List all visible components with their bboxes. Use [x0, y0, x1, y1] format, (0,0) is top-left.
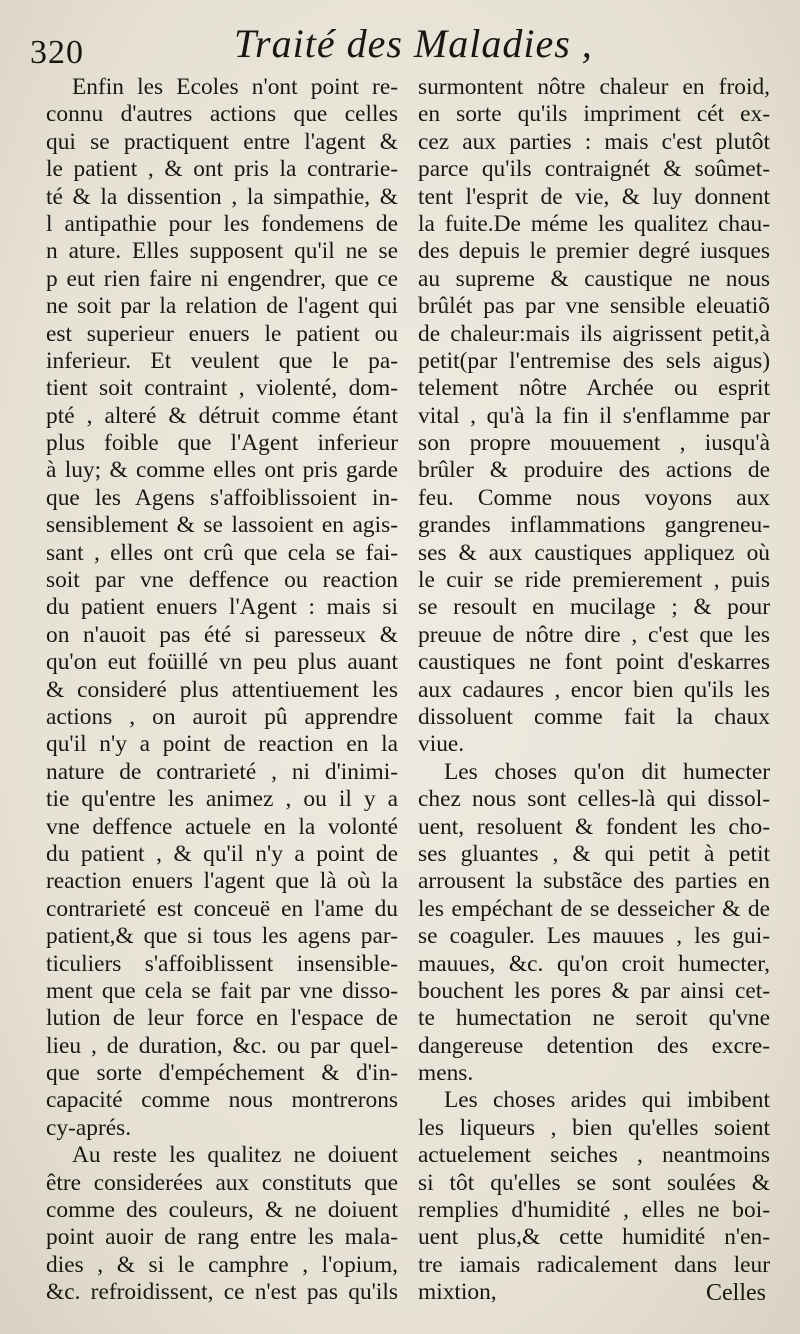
- text-line: mens.: [418, 1060, 474, 1087]
- text-line: actions , on auroit pû apprendre: [46, 703, 398, 730]
- text-line: qu'on eut foüillé vn peu plus auant: [46, 649, 398, 676]
- text-line: cez aux parties : mais c'est plutôt: [418, 128, 770, 155]
- text-line: dissoluent comme fait la chaux: [418, 703, 770, 730]
- text-line: vne deffence actuele en la volonté: [46, 813, 398, 840]
- text-line: Les choses qu'on dit humecter: [444, 758, 770, 785]
- text-line: tient soit contraint , violenté, dom-: [46, 375, 398, 402]
- text-line: caustiques ne font point d'eskarres: [418, 649, 770, 676]
- catchword: Celles: [706, 1280, 766, 1306]
- text-line: lution de leur force en l'espace de: [46, 1005, 398, 1032]
- text-line: preuue de nôtre dire , c'est que les: [418, 621, 770, 648]
- text-line: de chaleur:mais ils aigrissent petit,à: [418, 320, 770, 347]
- running-title: Traité des Maladies ,: [234, 21, 593, 66]
- text-line: Au reste les qualitez ne doiuent: [72, 1142, 398, 1169]
- text-line: comme des couleurs, & ne doiuent: [46, 1197, 398, 1224]
- text-line: brûler & produire des actions de: [418, 457, 770, 484]
- text-line: sensiblement & se lassoient en agis-: [46, 512, 398, 539]
- text-line: bouchent les pores & par ainsi cet-: [418, 977, 770, 1004]
- text-line: plus foible que l'Agent inferieur: [46, 430, 398, 457]
- text-line: tie qu'entre les animez , ou il y a: [46, 786, 398, 813]
- text-line: du patient enuers l'Agent : mais si: [46, 594, 398, 621]
- text-line: Les choses arides qui imbibent: [444, 1087, 770, 1114]
- text-line: te humectation ne seroit qu'vne: [418, 1005, 770, 1032]
- text-line: & consideré plus attentiuement les: [46, 676, 398, 703]
- text-line: ses & aux caustiques appliquez où: [418, 539, 770, 566]
- text-line: ment que cela se fait par vne disso-: [46, 977, 398, 1004]
- page-header: [24, 18, 776, 78]
- text-line: vital , qu'à la fin il s'enflamme par: [418, 402, 770, 429]
- text-line: au supreme & caustique ne nous: [418, 265, 770, 292]
- text-line: que sorte d'empéchement & d'in-: [46, 1060, 398, 1087]
- text-line: actuelement seiches , neantmoins: [418, 1142, 770, 1169]
- text-line: en sorte qu'ils impriment cét ex-: [418, 101, 770, 128]
- text-line: son propre mouuement , iusqu'à: [418, 430, 770, 457]
- text-line: point auoir de rang entre les mala-: [46, 1224, 398, 1251]
- text-line: ne soit par la relation de l'agent qui: [46, 293, 398, 320]
- text-line: du patient , & qu'il n'y a point de: [46, 840, 398, 867]
- text-line: les liqueurs , bien qu'elles soient: [418, 1114, 770, 1141]
- text-line: mixtion,: [418, 1279, 497, 1306]
- text-line: patient,& que si tous les agens par-: [46, 923, 398, 950]
- text-line: le cuir se ride premierement , puis: [418, 567, 770, 594]
- text-line: qu'il n'y a point de reaction en la: [46, 731, 398, 758]
- text-line: qui se practiquent entre l'agent &: [46, 128, 398, 155]
- text-line: petit(par l'entremise des sels aigus): [418, 347, 770, 374]
- text-line: té & la dissention , la simpathie, &: [46, 183, 398, 210]
- text-line: aux cadaures , encor bien qu'ils les: [418, 676, 770, 703]
- text-line: pté , alteré & détruit comme étant: [46, 402, 398, 429]
- left-text-column: [46, 74, 398, 1307]
- text-line: uent plus,& cette humidité n'en-: [418, 1224, 770, 1251]
- text-line: mauues, &c. qu'on croit humecter,: [418, 950, 770, 977]
- text-line: se coaguler. Les mauues , les gui-: [418, 923, 770, 950]
- text-line: dies , & si le camphre , l'opium,: [46, 1251, 398, 1278]
- text-line: capacité comme nous montrerons: [46, 1087, 398, 1114]
- text-line: inferieur. Et veulent que le pa-: [46, 347, 398, 374]
- text-line: arrousent la substãce des parties en: [418, 868, 770, 895]
- text-line: tre iamais radicalement dans leur: [418, 1251, 770, 1278]
- text-line: on n'auoit pas été si paresseux &: [46, 621, 398, 648]
- text-line: parce qu'ils contraignét & soûmet-: [418, 156, 770, 183]
- text-line: soit par vne deffence ou reaction: [46, 567, 398, 594]
- text-line: ses gluantes , & qui petit à petit: [418, 840, 770, 867]
- text-line: uent, resoluent & fondent les cho-: [418, 813, 770, 840]
- text-line: ticuliers s'affoiblissent insensible-: [46, 950, 398, 977]
- text-line: être considerées aux constituts que: [46, 1169, 398, 1196]
- text-line: que les Agens s'affoiblissoient in-: [46, 484, 398, 511]
- text-line: connu d'autres actions que celles: [46, 101, 398, 128]
- right-text-column: [418, 74, 770, 1307]
- text-line: cy-aprés.: [46, 1114, 132, 1141]
- text-line: p eut rien faire ni engendrer, que ce: [46, 265, 398, 292]
- text-line: surmontent nôtre chaleur en froid,: [418, 74, 770, 100]
- text-line: telement nôtre Archée ou esprit: [418, 375, 770, 402]
- text-line: grandes inflammations gangreneu-: [418, 512, 770, 539]
- text-line: reaction enuers l'agent que là où la: [46, 868, 398, 895]
- text-line: viue.: [418, 731, 465, 758]
- text-line: chez nous sont celles-là qui dissol-: [418, 786, 770, 813]
- text-line: des depuis le premier degré iusques: [418, 238, 770, 265]
- text-line: dangereuse detention des excre-: [418, 1032, 770, 1059]
- text-line: &c. refroidissent, ce n'est pas qu'ils: [46, 1279, 398, 1306]
- text-line: nature de contrarieté , ni d'inimi-: [46, 758, 398, 785]
- text-line: lieu , de duration, &c. ou par quel-: [46, 1032, 398, 1059]
- text-line: la fuite.De méme les qualitez chau-: [418, 210, 770, 237]
- text-line: les empéchant de se desseicher & de: [418, 895, 770, 922]
- text-line: feu. Comme nous voyons aux: [418, 484, 770, 511]
- text-line: remplies d'humidité , elles ne boi-: [418, 1197, 770, 1224]
- text-line: est superieur enuers le patient ou: [46, 320, 398, 347]
- text-line: contrarieté est conceuë en l'ame du: [46, 895, 398, 922]
- text-line: brûlét pas par vne sensible eleuatiõ: [418, 293, 770, 320]
- page-number: 320: [30, 34, 84, 71]
- text-line: Enfin les Ecoles n'ont point re-: [72, 74, 398, 100]
- text-line: se resoult en mucilage ; & pour: [418, 594, 770, 621]
- text-line: le patient , & ont pris la contrarie-: [46, 156, 398, 183]
- text-line: l antipathie pour les fondemens de: [46, 210, 398, 237]
- text-line: n ature. Elles supposent qu'il ne se: [46, 238, 398, 265]
- text-line: sant , elles ont crû que cela se fai-: [46, 539, 398, 566]
- text-line: à luy; & comme elles ont pris garde: [46, 457, 398, 484]
- text-line: si tôt qu'elles se sont soulées &: [418, 1169, 770, 1196]
- text-line: tent l'esprit de vie, & luy donnent: [418, 183, 770, 210]
